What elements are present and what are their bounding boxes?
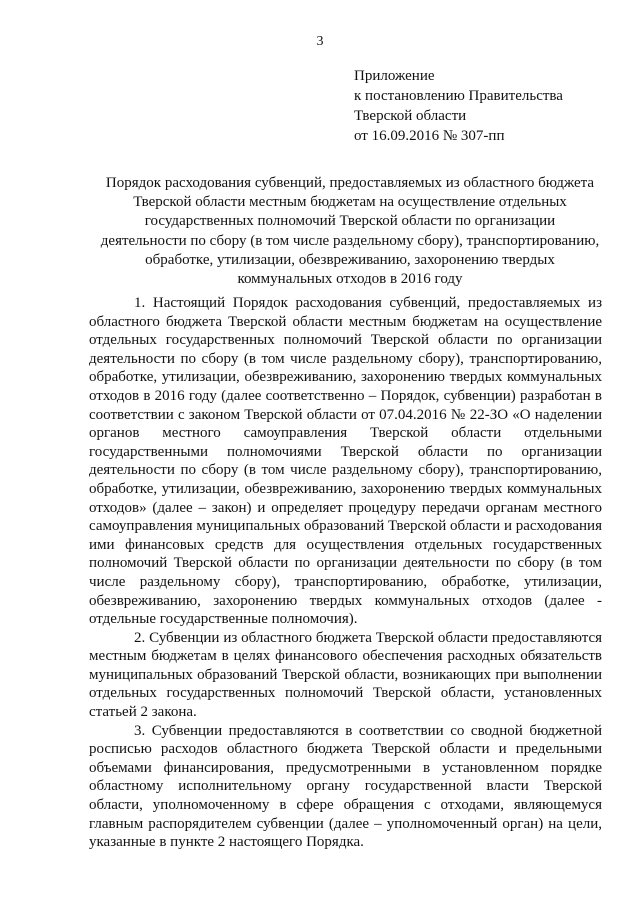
paragraph-1: 1. Настоящий Порядок расходования субвенций, предоставляемых из областного бюджета Тверской области местным бюджетам на осуществление отдельных государственных полномочий Тверской области по организации деятельности по сбору (в том числе раздельному сбору), транспортированию, обработке, утилизации, обезвреживанию, захоронению твердых коммунальных отходов в 2016 году (далее соответственно – Порядок, субвенции) разработан в соответствии с законом Тверской области от 07.04.2016 № 22-ЗО «О наделении органов местного самоуправления Тверской области отдельными государственными полномочиями Тверской области по организации деятельности по сбору (в том числе раздельному сбору), транспортированию, обработке, утилизации, обезвреживанию, захоронению твердых коммунальных отходов» (далее – закон) и определяет процедуру передачи органам местного самоуправления муниципальных образований Тверской области и расходования ими финансовых средств для осуществления отдельных государственных полномочий Тверской области по организации деятельности по сбору (в том числе раздельному сбору), транспортированию, обработке, утилизации, обезвреживанию, захоронению твердых коммунальных отходов (далее - отдельные государственные полномочия).	[89, 295, 602, 628]
title-line: обработке, утилизации, обезвреживанию, захоронению твердых	[145, 251, 555, 268]
title-line: Порядок расходования субвенций, предоставляемых из областного бюджета	[105, 175, 595, 191]
page-number: 3	[316, 34, 324, 49]
title-line: коммунальных отходов в 2016 году	[237, 271, 463, 288]
document-title	[86, 174, 614, 289]
document-body	[89, 294, 602, 852]
appendix-block	[354, 66, 563, 146]
appendix-line: Тверской области	[354, 108, 467, 124]
paragraph-2: 2. Субвенции из областного бюджета Тверской области предоставляются местным бюджетам в целях финансового обеспечения расходных обязательств муниципальных образований Тверской области, возникающих при выполнении отдельных государственных полномочий Тверской области, установленных статьей 2 закона.	[89, 629, 602, 721]
paragraph-3: 3. Субвенции предоставляются в соответствии со сводной бюджетной росписью расходов областного бюджета Тверской области и предельными объемами финансирования, предусмотренными в установленном порядке областному исполнительному органу государственной власти Тверской области, уполномоченному в сфере обращения с отходами, являющемуся главным распорядителем субвенции (далее – уполномоченный орган) на цели, указанные в пункте 2 настоящего Порядка.	[89, 722, 602, 851]
appendix-line: к постановлению Правительства	[354, 88, 563, 104]
title-line: государственных полномочий Тверской области по организации	[144, 213, 556, 230]
appendix-line: от 16.09.2016 № 307-пп	[354, 128, 505, 144]
title-line: деятельности по сбору (в том числе раздельному сбору), транспортированию,	[100, 232, 600, 249]
appendix-line: Приложение	[354, 68, 435, 84]
title-line: Тверской области местным бюджетам на осуществление отдельных	[133, 194, 567, 211]
